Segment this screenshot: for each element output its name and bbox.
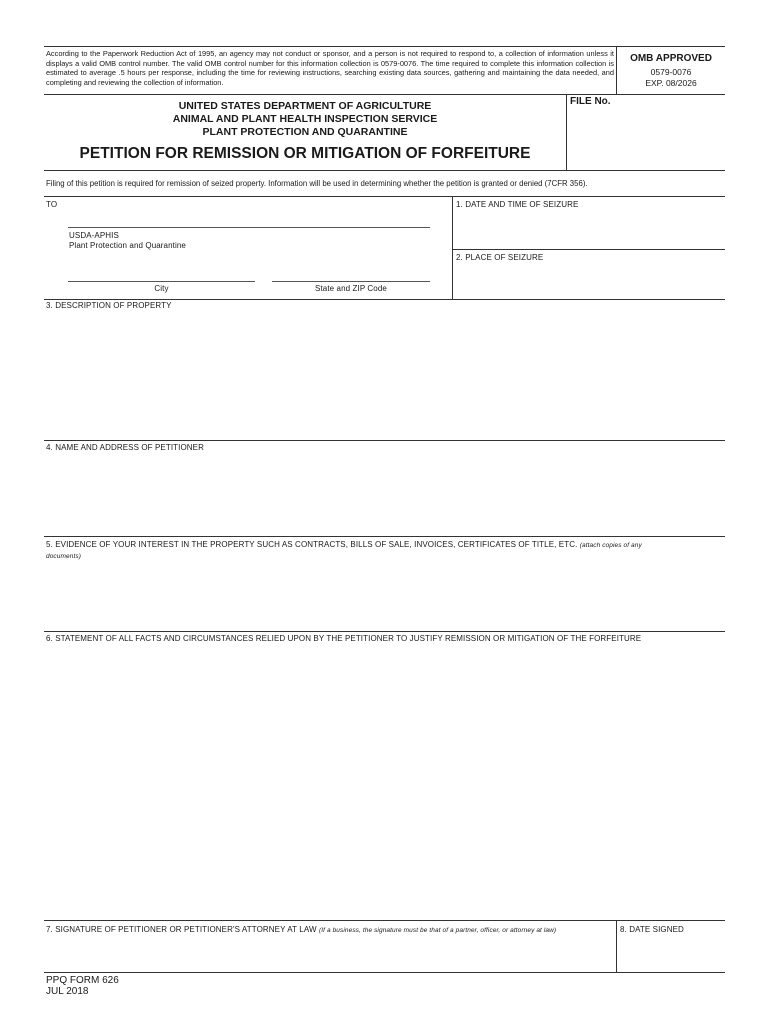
- statement-label: 6. STATEMENT OF ALL FACTS AND CIRCUMSTANCES RELIED UPON BY THE PETITIONER TO JUSTIFY REMISSION OR MITIGATION OF THE FORFEITURE: [46, 634, 642, 643]
- form-date: JUL 2018: [46, 986, 89, 997]
- evidence-note: (attach copies of any: [579, 542, 642, 549]
- header-divider: [44, 94, 725, 95]
- agency-line-aphis: ANIMAL AND PLANT HEALTH INSPECTION SERVICE: [172, 113, 438, 125]
- paperwork-notice: According to the Paperwork Reduction Act of 1995, an agency may not conduct or sponsor, and a person is not required to respond to, a collection of information unless it displays a valid OMB control number. The valid OMB control number for this information collection is 0579-0076. The time required to complete this information collection is estimated to average .5 hours per response, including the time for reviewing instructions, searching existing data sources, gathering and maintaining the data needed, and completing and reviewing the collection of information.: [46, 49, 614, 87]
- seizure-divider: [452, 249, 725, 250]
- city-label: City: [154, 284, 169, 293]
- omb-approved-title: OMB APPROVED: [630, 53, 712, 64]
- statement-field[interactable]: [44, 646, 725, 918]
- petitioner-label: 4. NAME AND ADDRESS OF PETITIONER: [46, 443, 204, 452]
- section6-top: [44, 631, 725, 632]
- section3-top: [44, 299, 725, 300]
- omb-expiry: EXP. 08/2026: [645, 78, 697, 88]
- date-signed-label: 8. DATE SIGNED: [620, 925, 684, 934]
- evidence-label: 5. EVIDENCE OF YOUR INTEREST IN THE PROPERTY SUCH AS CONTRACTS, BILLS OF SALE, INVOICES, CERTIFICATES OF TITLE, ETC.: [46, 540, 578, 549]
- signature-note: (If a business, the signature must be that of a partner, officer, or attorney at law): [318, 927, 557, 934]
- state-zip-label: State and ZIP Code: [315, 284, 387, 293]
- omb-number: 0579-0076: [650, 67, 692, 77]
- signature-field[interactable]: [44, 937, 615, 970]
- file-no-field[interactable]: [567, 110, 724, 168]
- agency-line-ppq: PLANT PROTECTION AND QUARANTINE: [202, 126, 408, 138]
- evidence-field[interactable]: [44, 562, 725, 630]
- city-line[interactable]: [68, 281, 255, 282]
- description-label: 3. DESCRIPTION OF PROPERTY: [46, 301, 172, 310]
- form-title: PETITION FOR REMISSION OR MITIGATION OF FORFEITURE: [79, 145, 531, 162]
- section5-top: [44, 536, 725, 537]
- petitioner-field[interactable]: [44, 455, 725, 534]
- state-zip-line[interactable]: [272, 281, 430, 282]
- agency-line-usda: UNITED STATES DEPARTMENT OF AGRICULTURE: [178, 100, 432, 112]
- filing-notice: Filing of this petition is required for remission of seized property. Information will be used in determining whether the petition is granted or denied (7CFR 356).: [46, 179, 588, 188]
- to-section-top: [44, 196, 725, 197]
- signature-label: 7. SIGNATURE OF PETITIONER OR PETITIONER'S ATTORNEY AT LAW: [46, 925, 317, 934]
- section4-top: [44, 440, 725, 441]
- description-field[interactable]: [44, 313, 725, 439]
- form-number: PPQ FORM 626: [46, 975, 119, 986]
- addressee-line1: USDA-APHIS: [69, 231, 119, 240]
- place-seizure-field[interactable]: [453, 265, 725, 298]
- to-label: TO: [46, 200, 58, 209]
- title-divider: [44, 170, 725, 171]
- evidence-note-cont: documents): [46, 553, 81, 560]
- date-time-seizure-label: 1. DATE AND TIME OF SEIZURE: [456, 200, 579, 209]
- date-signed-field[interactable]: [617, 937, 725, 970]
- evidence-label-block: [46, 540, 706, 562]
- form-top-border: [44, 46, 725, 47]
- form-bottom-border: [44, 972, 725, 973]
- addressee-line2: Plant Protection and Quarantine: [69, 241, 186, 250]
- date-time-seizure-field[interactable]: [453, 212, 725, 248]
- agency-header: [44, 100, 566, 139]
- signature-label-block: [46, 925, 556, 934]
- to-name-line[interactable]: [68, 227, 430, 228]
- file-no-label: FILE No.: [570, 96, 611, 107]
- place-seizure-label: 2. PLACE OF SEIZURE: [456, 253, 544, 262]
- section7-top: [44, 920, 725, 921]
